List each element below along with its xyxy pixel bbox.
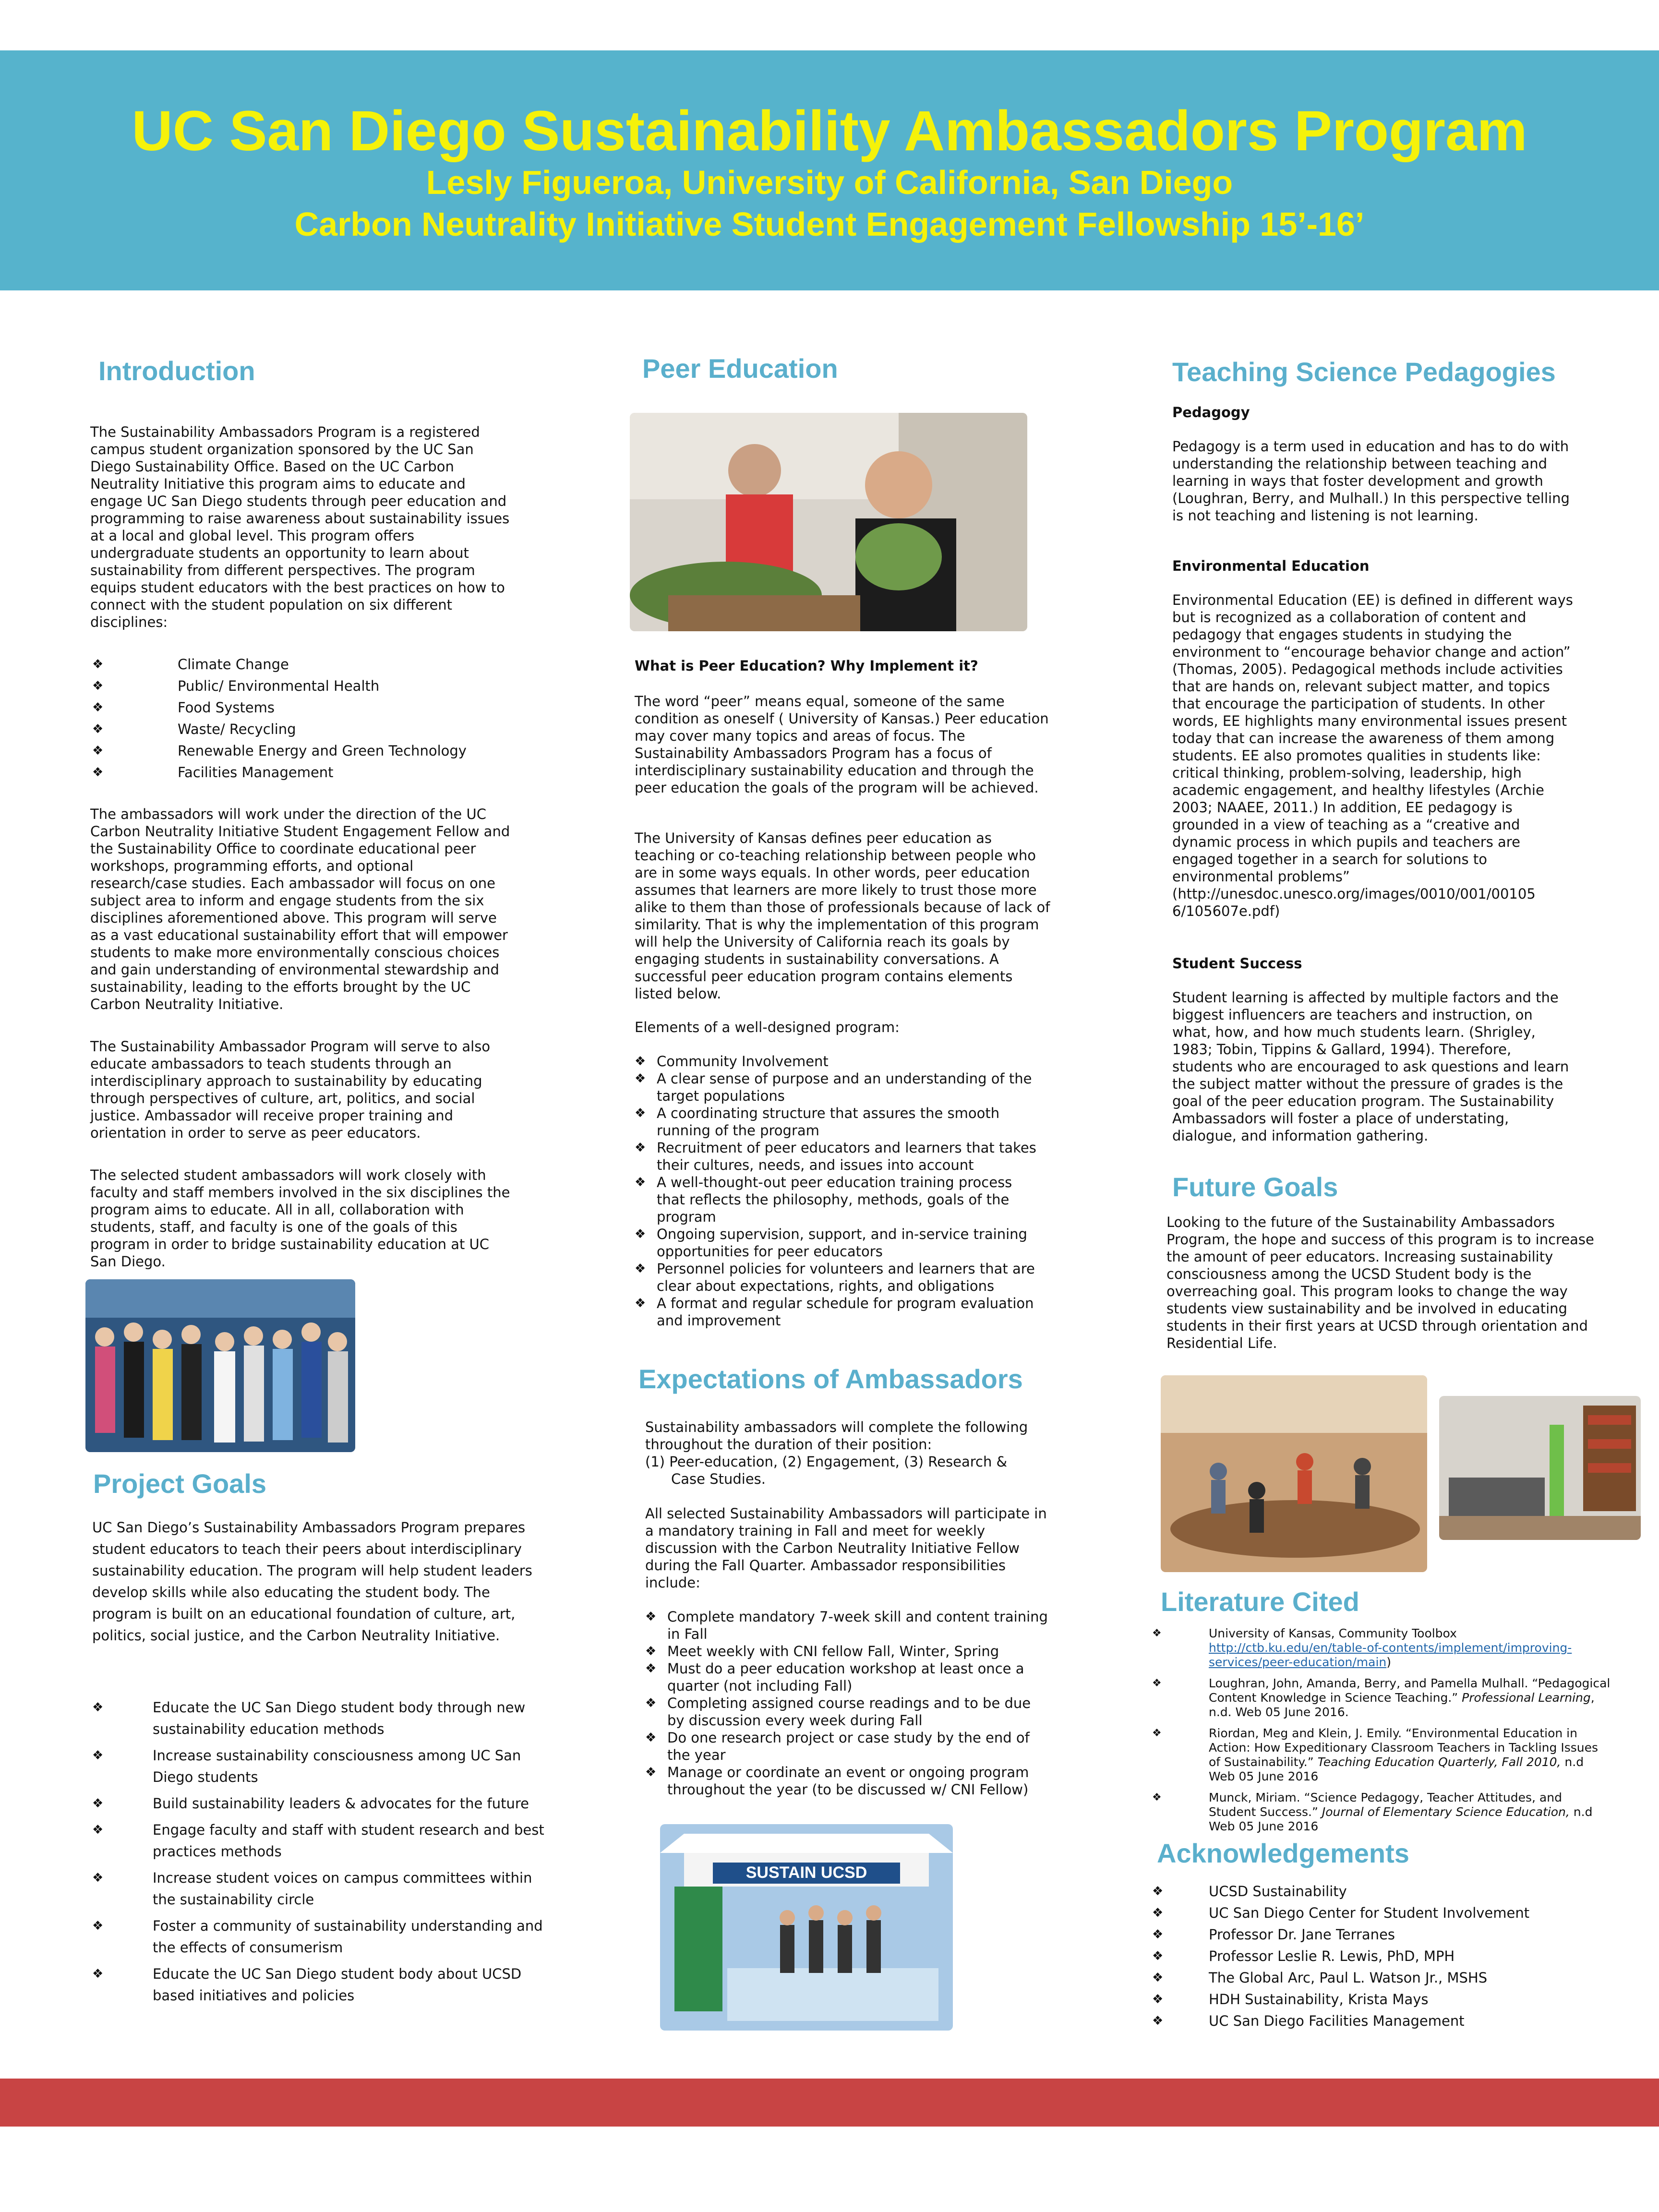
reference-date: n.d Web 05 June 2016: [1209, 1755, 1584, 1783]
bullet-diamond-icon: ❖: [1152, 1949, 1164, 1963]
goal-item: [92, 1867, 553, 1911]
responsibility-item: [645, 1764, 1048, 1798]
bullet-diamond-icon: ❖: [635, 1054, 646, 1069]
peer-education-heading: Peer Education: [642, 353, 838, 384]
bullet-diamond-icon: ❖: [635, 1071, 646, 1086]
responsibility-item-text: Complete mandatory 7-week skill and content training in Fall: [667, 1609, 1048, 1642]
disciplines-list: [92, 654, 524, 783]
reference-text: University of Kansas, Community Toolbox: [1209, 1626, 1457, 1640]
discipline-item-text: Renewable Energy and Green Technology: [178, 743, 467, 759]
element-item-text: Ongoing supervision, support, and in-service training opportunities for peer educators: [657, 1226, 1027, 1260]
goal-item: [92, 1745, 553, 1788]
expectations-phases: (1) Peer-education, (2) Engagement, (3) Research &: [645, 1454, 1008, 1470]
discipline-item: [92, 697, 524, 719]
reference-date: ): [1386, 1655, 1392, 1669]
acknowledgement-item: [1152, 1902, 1613, 1924]
goal-item-text: Increase student voices on campus committees within the sustainability circle: [153, 1870, 532, 1908]
discipline-item-text: Waste/ Recycling: [178, 721, 296, 737]
bullet-diamond-icon: ❖: [1152, 1992, 1164, 2007]
introduction-para-1: The Sustainability Ambassadors Program is a registered campus student organization sponsored by the UC San Diego Sustainability Office. Based on the UC Carbon Neutrality Initiative this program aims to educate and engage UC San Diego students through peer education and programming to raise awareness about sustainability issues at a local and global level. This program offers undergraduate students an opportunity to learn about sustainability from different perspectives. The program equips student educators with the best practices on how to connect with the student population on six different disciplines:: [90, 424, 510, 630]
element-item-text: A format and regular schedule for program evaluation and improvement: [657, 1295, 1034, 1329]
goal-item-text: Build sustainability leaders & advocates for the future: [153, 1795, 529, 1812]
pedagogy-text: Pedagogy is a term used in education and has to do with understanding the relationship between teaching and learning in ways that foster development and growth (Loughran, Berry, and Mulhall.) In this perspective telling is not teaching and listening is not learning.: [1172, 438, 1570, 524]
title-banner: [0, 50, 1659, 290]
element-item: [635, 1295, 1043, 1329]
acknowledgement-item: [1152, 1924, 1613, 1946]
acknowledgement-item-text: The Global Arc, Paul L. Watson Jr., MSHS: [1209, 1970, 1488, 1986]
goal-item-text: Engage faculty and staff with student research and best practices methods: [153, 1822, 544, 1860]
library-illustration: [1439, 1396, 1641, 1540]
responsibility-item: [645, 1660, 1048, 1695]
peer-education-subheading: What is Peer Education? Why Implement it?: [635, 658, 978, 674]
bullet-diamond-icon: ❖: [645, 1696, 657, 1710]
bullet-diamond-icon: ❖: [1152, 1627, 1162, 1639]
reference-text: Loughran, John, Amanda, Berry, and Pamella Mulhall. “Pedagogical Content Knowledge in Science Teaching.”: [1209, 1676, 1611, 1705]
acknowledgement-item-text: UCSD Sustainability: [1209, 1883, 1347, 1899]
pedagogy-title: Pedagogy: [1172, 404, 1250, 421]
element-item-text: Recruitment of peer educators and learners that takes their cultures, needs, and issues into account: [657, 1140, 1036, 1173]
goal-item: [92, 1915, 553, 1959]
elements-list: [635, 1053, 1043, 1329]
expectations-heading: Expectations of Ambassadors: [638, 1364, 1023, 1394]
introduction-para-3: The Sustainability Ambassador Program will serve to also educate ambassadors to teach students through an interdisciplinary approach to sustainability by educating through perspectives of culture, art, politics, and social justice. Ambassador will receive proper training and orientation in order to serve as peer educators.: [90, 1038, 491, 1141]
bullet-diamond-icon: ❖: [92, 1823, 104, 1837]
expectations-phases-cont: Case Studies.: [671, 1471, 766, 1487]
discipline-item: [92, 654, 524, 675]
element-item-text: Personnel policies for volunteers and learners that are clear about expectations, rights, and obligations: [657, 1261, 1035, 1294]
responsibility-item: [645, 1643, 1048, 1660]
bullet-diamond-icon: ❖: [1152, 1906, 1164, 1920]
discipline-item-text: Public/ Environmental Health: [178, 678, 380, 694]
element-item: [635, 1053, 1043, 1070]
bullet-diamond-icon: ❖: [92, 1967, 104, 1981]
bullet-diamond-icon: ❖: [92, 1748, 104, 1763]
elements-intro: Elements of a well-designed program:: [635, 1019, 900, 1035]
project-goals-list: [92, 1697, 553, 2011]
reference-item: [1152, 1791, 1613, 1834]
group-photo: [85, 1279, 355, 1452]
bullet-diamond-icon: ❖: [92, 1871, 104, 1885]
bullet-diamond-icon: ❖: [645, 1765, 657, 1779]
expectations-intro: Sustainability ambassadors will complete the following throughout the duration of their position:: [645, 1419, 1028, 1453]
discipline-item-text: Food Systems: [178, 699, 275, 716]
footer-band: [0, 2079, 1659, 2127]
bullet-diamond-icon: ❖: [635, 1175, 646, 1190]
responsibility-item-text: Must do a peer education workshop at least once a quarter (not including Fall): [667, 1660, 1024, 1694]
bullet-diamond-icon: ❖: [92, 722, 104, 736]
bullet-diamond-icon: ❖: [92, 1919, 104, 1933]
element-item: [635, 1226, 1043, 1260]
element-item: [635, 1070, 1043, 1105]
reference-date: n.d Web 05 June 2016: [1209, 1805, 1593, 1833]
acknowledgements-list: [1152, 1881, 1613, 2032]
goal-item: [92, 1697, 553, 1740]
bullet-diamond-icon: ❖: [92, 765, 104, 780]
bullet-diamond-icon: ❖: [1152, 1884, 1164, 1899]
library-photo: [1439, 1396, 1641, 1540]
discipline-item: [92, 675, 524, 697]
goal-item-text: Educate the UC San Diego student body about UCSD based initiatives and policies: [153, 1966, 522, 2004]
responsibility-item-text: Meet weekly with CNI fellow Fall, Winter, Spring: [667, 1643, 999, 1659]
teaching-heading: Teaching Science Pedagogies: [1172, 357, 1556, 387]
bullet-diamond-icon: ❖: [92, 679, 104, 693]
goal-item: [92, 1963, 553, 2007]
element-item-text: A clear sense of purpose and an understanding of the target populations: [657, 1070, 1032, 1104]
discipline-item: [92, 740, 524, 762]
acknowledgement-item: [1152, 1946, 1613, 1967]
goal-item-text: Increase sustainability consciousness among UC San Diego students: [153, 1747, 521, 1785]
peer-education-para-1: The word “peer” means equal, someone of the same condition as oneself ( University of Kansas.) Peer education may cover many topics and areas of focus. The Sustainability Ambassadors Program has a focus of interdisciplinary sustainability education and through the peer education the goals of the program will be achieved.: [635, 693, 1049, 796]
tent-illustration: [660, 1824, 953, 2031]
acknowledgements-heading: Acknowledgements: [1157, 1838, 1409, 1868]
bullet-diamond-icon: ❖: [635, 1227, 646, 1241]
group-photo-illustration: [85, 1279, 355, 1452]
expectations-para: All selected Sustainability Ambassadors will participate in a mandatory training in Fall and meet for weekly discussion with the Carbon Neutrality Initiative Fellow during the Fall Quarter. Ambassador responsibilities include:: [645, 1505, 1047, 1591]
classroom-illustration: [1161, 1375, 1427, 1572]
bullet-diamond-icon: ❖: [1152, 1971, 1164, 1985]
goal-item: [92, 1793, 553, 1815]
element-item: [635, 1174, 1043, 1226]
acknowledgement-item-text: UC San Diego Facilities Management: [1209, 2013, 1465, 2029]
literature-list: [1152, 1626, 1613, 1840]
sustain-ucsd-tent-photo: [660, 1824, 953, 2031]
reference-source: Professional Learning: [1462, 1691, 1591, 1705]
goal-item-text: Educate the UC San Diego student body through new sustainability education methods: [153, 1699, 526, 1737]
literature-heading: Literature Cited: [1161, 1587, 1359, 1617]
responsibility-item: [645, 1695, 1048, 1729]
reference-link[interactable]: http://ctb.ku.edu/en/table-of-contents/implement/improving-services/peer-education/main: [1209, 1641, 1572, 1669]
bullet-diamond-icon: ❖: [92, 744, 104, 758]
introduction-heading: Introduction: [98, 356, 255, 386]
acknowledgement-item: [1152, 1989, 1613, 2010]
bullet-diamond-icon: ❖: [635, 1106, 646, 1120]
bullet-diamond-icon: ❖: [645, 1661, 657, 1676]
poster-title: UC San Diego Sustainability Ambassadors Program: [132, 99, 1527, 163]
element-item-text: A well-thought-out peer education training process that reflects the philosophy, methods, goals of the program: [657, 1174, 1012, 1225]
poster-author: Lesly Figueroa, University of California, San Diego: [426, 164, 1233, 201]
bullet-diamond-icon: ❖: [1152, 1677, 1162, 1689]
discipline-item: [92, 719, 524, 740]
acknowledgement-item: [1152, 1967, 1613, 1989]
environmental-education-text: Environmental Education (EE) is defined in different ways but is recognized as a collaboration of content and pedagogy that engages students in studying the environment to “encourage behavior change and action” (Thomas, 2005). Pedagogical methods include activities that are hands on, relevant subject matter, and topics that encourage the participation of students. In other words, EE highlights many environmental issues present today that can increase the awareness of them among students. EE also promotes qualities in students like: critical thinking, problem-solving, leadership, high academic engagement, and healthy lifestyles (Archie 2003; NAAEE, 2011.) In addition, EE pedagogy is grounded in a view of teaching as a “creative and dynamic process in which pupils and teachers are engaged together in a search for solutions to environmental problems” (http://unesdoc.unesco.org/images/0010/001/00105 6/105607e.pdf): [1172, 592, 1573, 919]
discipline-item-text: Climate Change: [178, 656, 289, 673]
reference-source: Teaching Education Quarterly, Fall 2010,: [1317, 1755, 1561, 1769]
responsibility-item-text: Completing assigned course readings and to be due by discussion every week during Fall: [667, 1695, 1031, 1729]
bullet-diamond-icon: ❖: [635, 1296, 646, 1310]
bullet-diamond-icon: ❖: [1152, 2014, 1164, 2028]
project-goals-heading: Project Goals: [93, 1468, 267, 1499]
element-item: [635, 1139, 1043, 1174]
reference-item: [1152, 1626, 1613, 1670]
acknowledgement-item-text: Professor Dr. Jane Terranes: [1209, 1926, 1395, 1943]
responsibility-item-text: Do one research project or case study by the end of the year: [667, 1730, 1030, 1763]
bullet-diamond-icon: ❖: [645, 1731, 657, 1745]
introduction-para-4: The selected student ambassadors will work closely with faculty and staff members involved in the six disciplines the program aims to educate. All in all, collaboration with students, staff, and faculty is one of the goals of this program in order to bridge sustainability education at UC San Diego.: [90, 1167, 510, 1270]
bullet-diamond-icon: ❖: [1152, 1727, 1162, 1739]
bullet-diamond-icon: ❖: [1152, 1791, 1162, 1803]
student-success-title: Student Success: [1172, 955, 1302, 972]
classroom-photo: [1161, 1375, 1427, 1572]
responsibility-item: [645, 1608, 1048, 1643]
reference-text: Riordan, Meg and Klein, J. Emily. “Environmental Education in Action: How Expeditionary Classroom Teachers in Tackling Issues of Sustainability.”: [1209, 1726, 1599, 1769]
acknowledgement-item-text: UC San Diego Center for Student Involvement: [1209, 1905, 1530, 1921]
reference-text: Munck, Miriam. “Science Pedagogy, Teacher Attitudes, and Student Success.”: [1209, 1791, 1562, 1819]
acknowledgement-item: [1152, 1881, 1613, 1902]
future-goals-heading: Future Goals: [1172, 1172, 1338, 1202]
element-item: [635, 1260, 1043, 1295]
element-item-text: A coordinating structure that assures the smooth running of the program: [657, 1105, 1000, 1139]
discipline-item: [92, 762, 524, 783]
bullet-diamond-icon: ❖: [645, 1610, 657, 1624]
reference-item: [1152, 1726, 1613, 1784]
introduction-para-2: The ambassadors will work under the direction of the UC Carbon Neutrality Initiative Student Engagement Fellow and the Sustainability Office to coordinate educational peer workshops, programming efforts, and optional research/case studies. Each ambassador will focus on one subject area to inform and engage students from the six disciplines aforementioned above. This program will serve as a vast educational sustainability effort that will empower students to make more environmentally conscious choices and gain understanding of environmental stewardship and sustainability, leading to the efforts brought by the UC Carbon Neutrality Initiative.: [90, 806, 510, 1012]
peer-education-para-2: The University of Kansas defines peer education as teaching or co-teaching relationship between people who are in some ways equals. In other words, peer education assumes that learners are more likely to trust those more alike to them than those of professionals because of lack of similarity. That is why the implementation of this program will help the University of California reach its goals by engaging students in sustainability conversations. A successful peer education program contains elements listed below.: [635, 830, 1050, 1002]
project-goals-intro: UC San Diego’s Sustainability Ambassadors Program prepares student educators to teach their peers about interdisciplinary sustainability education. The program will help student leaders develop skills while also educating the student body. The program is built on an educational foundation of culture, art, politics, social justice, and the Carbon Neutrality Initiative.: [92, 1519, 532, 1644]
poster-fellowship: Carbon Neutrality Initiative Student Engagement Fellowship 15’-16’: [294, 205, 1365, 243]
goal-item-text: Foster a community of sustainability understanding and the effects of consumerism: [153, 1918, 543, 1956]
element-item: [635, 1105, 1043, 1139]
bullet-diamond-icon: ❖: [635, 1262, 646, 1276]
responsibility-item-text: Manage or coordinate an event or ongoing program throughout the year (to be discussed w/ CNI Fellow): [667, 1764, 1029, 1798]
acknowledgement-item-text: HDH Sustainability, Krista Mays: [1209, 1991, 1429, 2008]
reference-source: Journal of Elementary Science Education,: [1322, 1805, 1570, 1819]
bullet-diamond-icon: ❖: [92, 1700, 104, 1715]
future-goals-text: Looking to the future of the Sustainability Ambassadors Program, the hope and success of this program is to increase the amount of peer educators. Increasing sustainability consciousness among the UCSD Student body is the overreaching goal. This program looks to change the way students view sustainability and be involved in educating students in their first years at UCSD through orientation and Residential Life.: [1166, 1214, 1594, 1351]
reference-item: [1152, 1676, 1613, 1719]
responsibility-item: [645, 1729, 1048, 1764]
peer-education-photo: [630, 413, 1027, 631]
discipline-item-text: Facilities Management: [178, 764, 334, 781]
bullet-diamond-icon: ❖: [92, 657, 104, 672]
bullet-diamond-icon: ❖: [635, 1141, 646, 1155]
acknowledgement-item: [1152, 2010, 1613, 2032]
bullet-diamond-icon: ❖: [645, 1644, 657, 1659]
environmental-education-title: Environmental Education: [1172, 558, 1370, 574]
acknowledgement-item-text: Professor Leslie R. Lewis, PhD, MPH: [1209, 1948, 1455, 1964]
bullet-diamond-icon: ❖: [92, 1796, 104, 1811]
tent-banner-text: SUSTAIN UCSD: [745, 1863, 867, 1882]
element-item-text: Community Involvement: [657, 1053, 829, 1070]
bullet-diamond-icon: ❖: [92, 700, 104, 715]
responsibilities-list: [645, 1608, 1048, 1798]
peer-education-illustration: [630, 413, 1027, 631]
goal-item: [92, 1819, 553, 1863]
student-success-text: Student learning is affected by multiple factors and the biggest influencers are teachers and instruction, on what, how, and how much students learn. (Shrigley, 1983; Tobin, Tippins & Gallard, 1994). Therefore, students who are encouraged to ask questions and learn the subject matter without the pressure of grades is the goal of the peer education program. The Sustainability Ambassadors will foster a place of understating, dialogue, and information gathering.: [1172, 989, 1569, 1144]
bullet-diamond-icon: ❖: [1152, 1927, 1164, 1942]
reference-date: , n.d. Web 05 June 2016.: [1209, 1691, 1595, 1719]
